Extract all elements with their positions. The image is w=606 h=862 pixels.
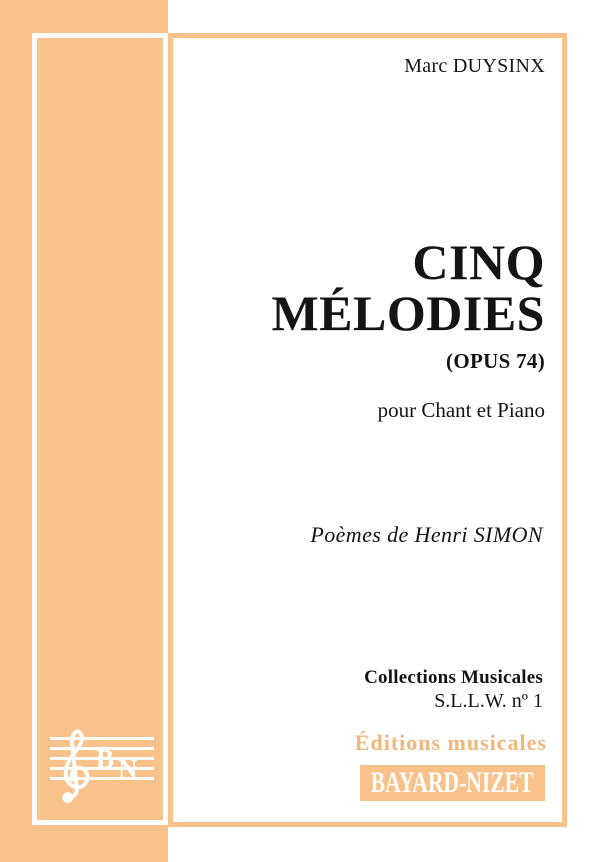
left-band-inner-frame [32,33,168,825]
publisher-tagline: Éditions musicales [354,730,547,755]
title-line-2: MÉLODIES [271,285,545,341]
title-line-1: CINQ [412,234,545,290]
publisher-logo [48,722,160,814]
work-title [271,234,545,341]
publisher-banner [360,765,545,801]
author-name: Marc DUYSINX [404,55,545,77]
opus-number: (OPUS 74) [446,349,545,373]
collection-name: Collections Musicales [364,667,543,688]
treble-clef-icon [56,725,92,809]
collection-number: S.L.L.W. nº 1 [434,690,543,712]
logo-letter-b: B [96,744,115,774]
poems-credit: Poèmes de Henri SIMON [310,522,543,547]
logo-letter-n: N [118,754,138,784]
publisher-name: BAYARD-NIZET [371,766,534,799]
instrumentation: pour Chant et Piano [377,398,545,422]
